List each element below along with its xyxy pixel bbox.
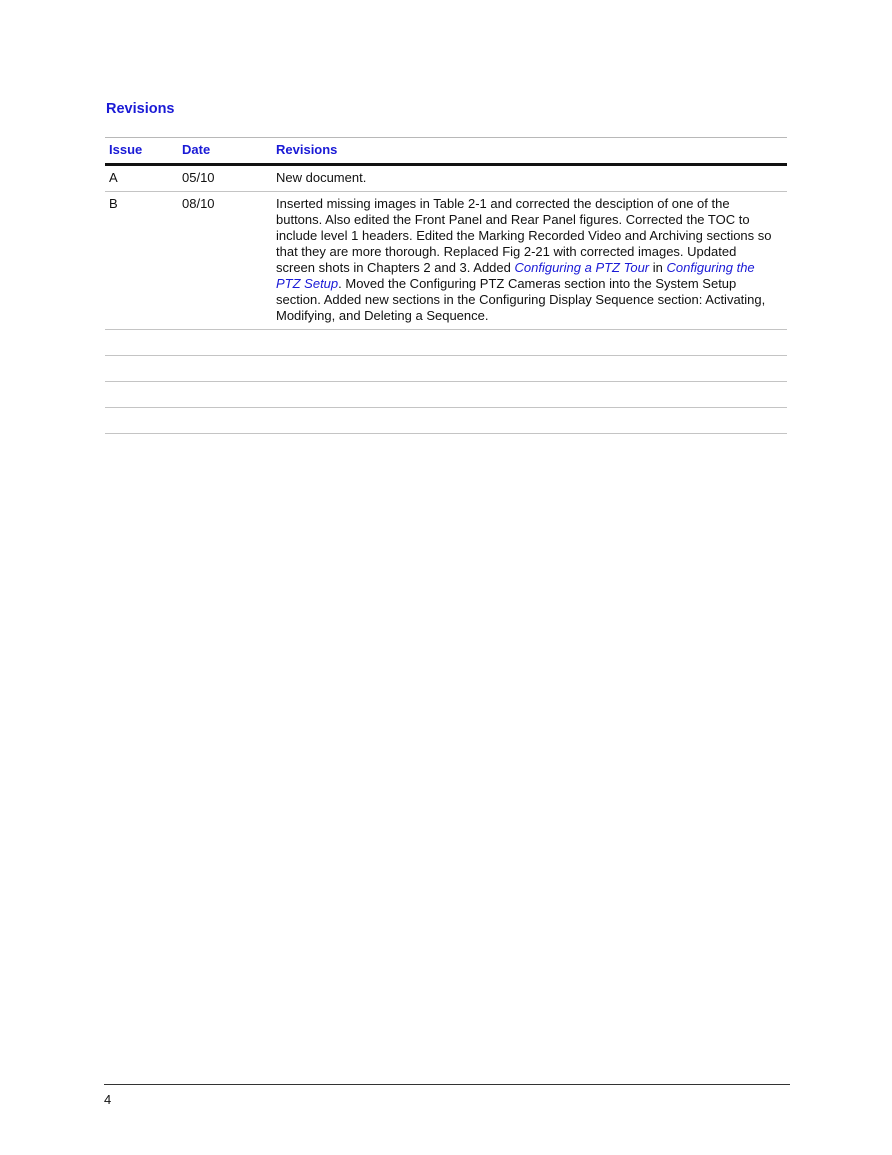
header-date: Date <box>178 138 272 165</box>
empty-row <box>105 330 787 356</box>
header-revisions: Revisions <box>272 138 787 165</box>
link-configuring-ptz-setup[interactable]: Configuring the PTZ Setup <box>276 260 755 291</box>
revision-text: Inserted missing images in Table 2-1 and corrected the desciption of one of the buttons. Also edited the Front Panel and Rear Panel figures. Corrected the TOC to include level 1 headers. Edited the Marking Recorded Video and Archiving sections so that they are more thorough. Replaced Fig 2-21 with corrected images. Updated screen shots in Chapters 2 and 3. Added <box>276 196 772 275</box>
empty-row <box>105 382 787 408</box>
revision-text: in <box>649 260 667 275</box>
section-heading: Revisions <box>106 101 175 117</box>
issue-cell: A <box>105 165 178 192</box>
empty-row <box>105 408 787 434</box>
revision-cell <box>272 192 787 330</box>
link-configuring-ptz-tour[interactable]: Configuring a PTZ Tour <box>514 260 650 275</box>
revision-text: . Moved the Configuring PTZ Cameras section into the System Setup section. Added new sections in the Configuring Display Sequence section: Activating, Modifying, and Deleting a Sequence. <box>276 276 766 323</box>
issue-cell: B <box>105 192 178 330</box>
table-row <box>105 165 787 192</box>
table-header-row <box>105 138 787 165</box>
date-cell: 08/10 <box>178 192 272 330</box>
revision-cell: New document. <box>272 165 787 192</box>
empty-row <box>105 356 787 382</box>
revisions-table <box>105 137 787 434</box>
footer-divider <box>104 1084 790 1085</box>
header-issue: Issue <box>105 138 178 165</box>
date-cell: 05/10 <box>178 165 272 192</box>
page-number: 4 <box>104 1092 112 1107</box>
table-row <box>105 192 787 330</box>
